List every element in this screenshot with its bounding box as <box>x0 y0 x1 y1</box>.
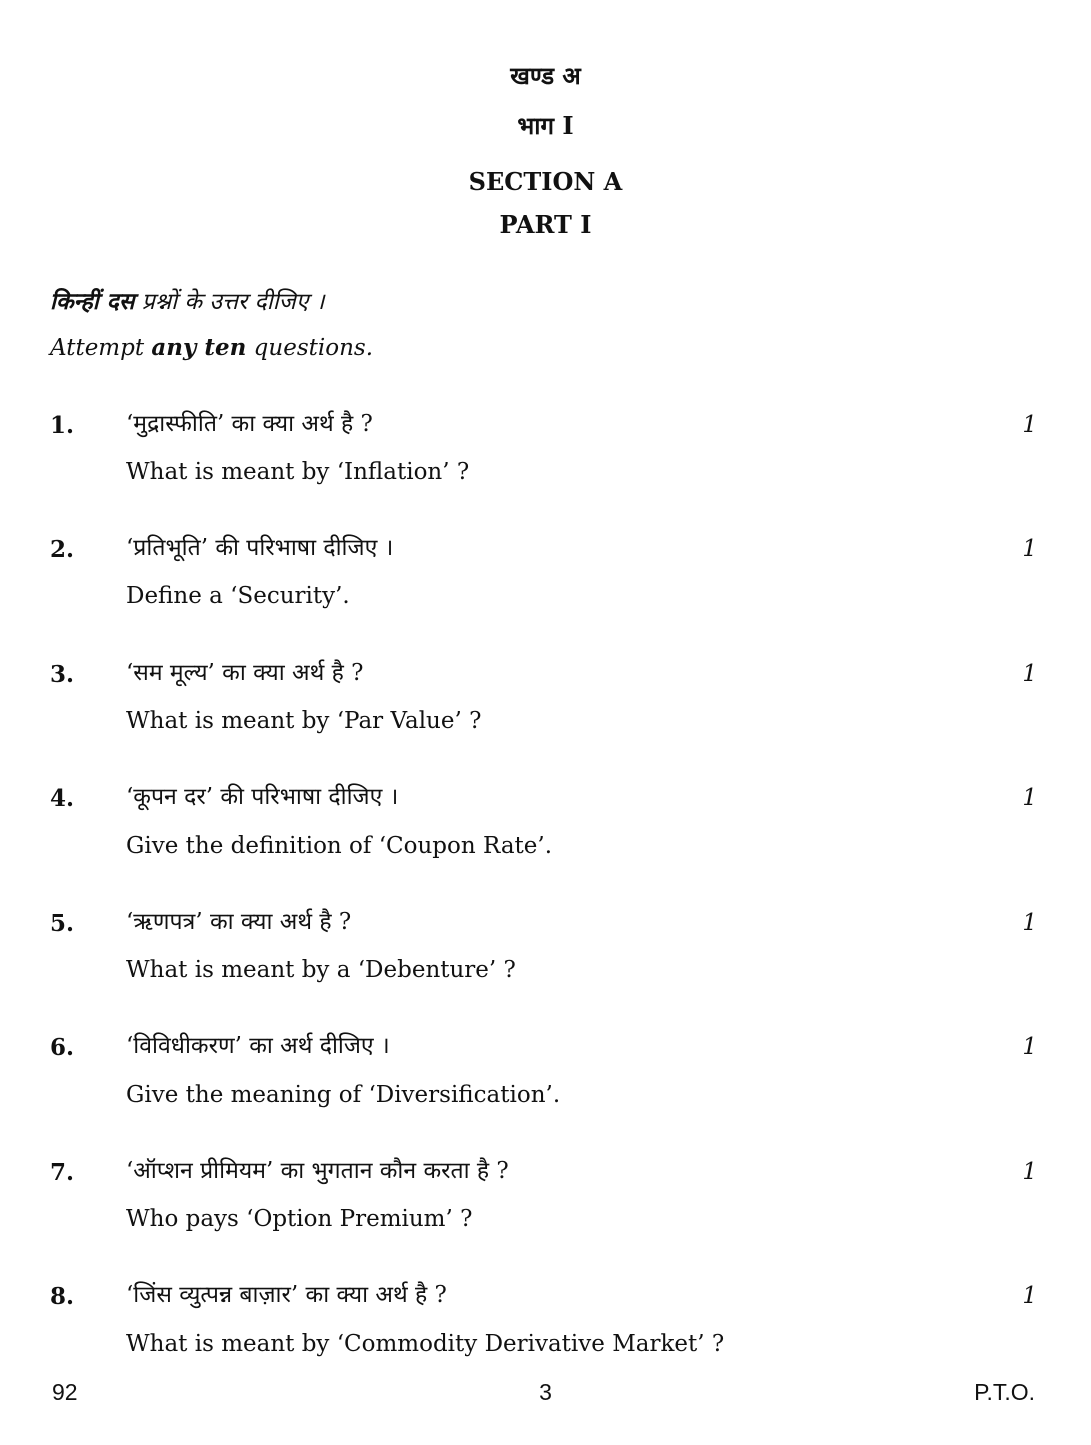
section-heading: SECTION A <box>468 167 623 196</box>
question-marks: 1 <box>1022 1159 1037 1185</box>
question-text-hindi: ‘विविधीकरण’ का अर्थ दीजिए । <box>126 1033 390 1059</box>
paper-code: 92 <box>52 1379 78 1405</box>
question-number: 1. <box>50 412 75 439</box>
question-text-hindi: ‘ऋणपत्र’ का क्या अर्थ है ? <box>126 909 352 935</box>
question-text-english: Give the meaning of ‘Diversification’. <box>126 1082 561 1108</box>
question-number: 5. <box>50 910 75 937</box>
instruction-english <box>50 333 373 363</box>
question-text-english: Who pays ‘Option Premium’ ? <box>126 1206 473 1232</box>
instruction-hindi <box>50 287 325 317</box>
question-text-hindi: ‘ऑप्शन प्रीमियम’ का भुगतान कौन करता है ? <box>126 1158 509 1184</box>
question-text-hindi: ‘सम मूल्य’ का क्या अर्थ है ? <box>126 660 364 686</box>
instruction-hindi-emphasis: किन्हीं दस <box>50 288 135 315</box>
question-number: 4. <box>50 785 75 812</box>
question-marks: 1 <box>1022 412 1037 438</box>
question-text-english: Give the definition of ‘Coupon Rate’. <box>126 833 553 859</box>
part-heading: PART I <box>499 210 592 239</box>
question-text-english: What is meant by ‘Inflation’ ? <box>126 459 470 485</box>
page-number: 3 <box>539 1379 552 1405</box>
question-text-hindi: ‘मुद्रास्फीति’ का क्या अर्थ है ? <box>126 411 373 437</box>
question-text-english: What is meant by ‘Par Value’ ? <box>126 708 482 734</box>
question-text-english: What is meant by a ‘Debenture’ ? <box>126 957 516 983</box>
question-number: 3. <box>50 661 75 688</box>
instruction-english-prefix: Attempt <box>50 335 152 361</box>
question-text-english: Define a ‘Security’. <box>126 583 350 609</box>
section-heading-hindi: खण्ड अ <box>510 61 581 90</box>
question-text-hindi: ‘प्रतिभूति’ की परिभाषा दीजिए । <box>126 535 394 561</box>
question-marks: 1 <box>1022 910 1037 936</box>
question-text-hindi: ‘जिंस व्युत्पन्न बाज़ार’ का क्या अर्थ है ? <box>126 1282 447 1308</box>
question-number: 7. <box>50 1159 75 1186</box>
question-marks: 1 <box>1022 785 1037 811</box>
instruction-english-emphasis: any ten <box>151 334 247 361</box>
instruction-english-suffix: questions. <box>246 335 374 361</box>
question-marks: 1 <box>1022 536 1037 562</box>
question-marks: 1 <box>1022 1283 1037 1309</box>
question-number: 8. <box>50 1283 75 1310</box>
part-heading-hindi: भाग I <box>517 111 574 140</box>
question-number: 6. <box>50 1034 75 1061</box>
instruction-hindi-text: प्रश्नों के उत्तर दीजिए । <box>134 289 325 315</box>
pto-note: P.T.O. <box>974 1379 1035 1405</box>
question-marks: 1 <box>1022 661 1037 687</box>
question-number: 2. <box>50 536 75 563</box>
question-text-english: What is meant by ‘Commodity Derivative Market’ ? <box>126 1331 725 1357</box>
question-marks: 1 <box>1022 1034 1037 1060</box>
question-text-hindi: ‘कूपन दर’ की परिभाषा दीजिए । <box>126 784 399 810</box>
